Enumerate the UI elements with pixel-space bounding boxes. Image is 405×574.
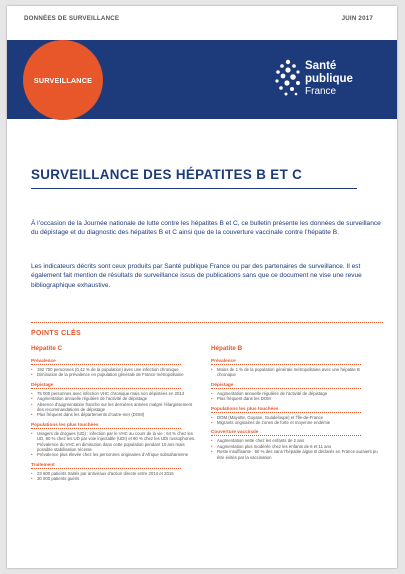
list-item: • 23 600 patients traités par antiviraux d’action directe entre 2014 et 2016 [31, 471, 199, 476]
hepatitis-c-column [31, 345, 199, 482]
subsection-title: Dépistage [31, 382, 181, 389]
hepatitis-b-column [211, 345, 379, 460]
logo-line-2: publique [305, 73, 353, 85]
list-item: • Plus fréquent dans les départements d’outre-mer (DOM) [31, 412, 199, 417]
subsection-title: Traitement [31, 462, 181, 469]
top-bar [7, 6, 397, 28]
list-item: • Usagers de drogues (UD) : infection par le VHC au cours de la vie : 64 % chez les UD, 80 % chez les UD par voie injectable (UDI) et 90 % chez les UDI russophones. Prévalence du VHC en diminution dans cette population pendant 10 ans mais possible stabilisation récente [31, 431, 199, 453]
bullet-list [211, 438, 379, 460]
page-title: SURVEILLANCE DES HÉPATITES B ET C [31, 167, 303, 182]
bullet-list [31, 431, 199, 458]
bullet-list [211, 367, 379, 378]
list-item: • DOM (Mayotte, Guyane, Guadeloupe) et l’Île-de-France [211, 415, 379, 420]
bullet-list [31, 471, 199, 482]
logo-line-3: France [305, 86, 337, 97]
list-item: • Prévalence plus élevée chez les personnes originaires d’Afrique subsaharienne [31, 452, 199, 457]
surveillance-badge: SURVEILLANCE [23, 40, 103, 120]
list-item: • Moins de 1 % de la population générale métropolitaine avec une hépatite B chronique [211, 367, 379, 378]
list-item: • Augmentation nette chez les enfants de 2 ans [211, 438, 379, 443]
list-item: • 75 000 personnes avec infection VHC chronique mais non dépistées en 2014 [31, 391, 199, 396]
hepatitis-c-heading: Hépatite C [31, 345, 63, 352]
bullet-list [31, 367, 199, 378]
title-divider [31, 188, 357, 189]
key-points-section [31, 322, 383, 562]
publication-date: JUIN 2017 [341, 15, 373, 22]
subsection-title: Populations les plus touchées [211, 406, 361, 413]
list-item: • Absence d’augmentation franche sur les dernières années malgré l’élargissement des recommandations de dépistage [31, 402, 199, 413]
list-item: • Diminution de la prévalence en population générale de France métropolitaine [31, 372, 199, 377]
sante-publique-france-logo [273, 58, 373, 103]
list-item: • 192 700 personnes (0,42 % de la population) avec une infection chronique [31, 367, 199, 372]
bullet-list [31, 391, 199, 418]
bullet-list [211, 415, 379, 426]
subsection-title: Couverture vaccinale [211, 429, 361, 436]
intro-paragraph-2: Les indicateurs décrits sont ceux produits par Santé publique France ou par des partenaires de surveillance. Il est également fait mention de résultats de surveillance issus de publications sans que ce document ne vise une revue bibliographique exhaustive. [31, 263, 362, 289]
subsection-title: Prévalence [31, 358, 181, 365]
bulletin-page [7, 6, 397, 568]
list-item: • 30 000 patients guéris [31, 476, 199, 481]
subsection-title: Populations les plus touchées [31, 422, 181, 429]
list-item: • Plus fréquent dans les DOM [211, 396, 379, 401]
list-item: • Migrants originaires de zones de forte et moyenne endémie [211, 420, 379, 425]
list-item: • Augmentation annuelle régulière de l’activité de dépistage [211, 391, 379, 396]
intro-paragraph-1: À l’occasion de la Journée nationale de lutte contre les hépatites B et C, ce bulletin présente les données de surveillance du dépistage et du diagnostic des hépatites B et C ainsi que de la couverture vaccinale contre l’hépatite B. [31, 220, 381, 237]
bullet-list [211, 391, 379, 402]
key-points-title: POINTS CLÉS [31, 330, 81, 337]
list-item: • Reste insuffisante : 60 % des sans l’hépatite aigüe B déclarés en France auraient pu être évités par la vaccination [211, 449, 379, 460]
subsection-title: Prévalence [211, 358, 361, 365]
logo-line-1: Santé [305, 60, 337, 72]
dots-logo-icon [273, 58, 303, 100]
list-item: • Augmentation annuelle régulière de l’activité de dépistage [31, 396, 199, 401]
section-label: DONNÉES DE SURVEILLANCE [24, 15, 120, 22]
hepatitis-b-heading: Hépatite B [211, 345, 243, 352]
subsection-title: Dépistage [211, 382, 361, 389]
list-item: • Augmentation plus modérée chez les enfants de 6 et 11 ans [211, 444, 379, 449]
